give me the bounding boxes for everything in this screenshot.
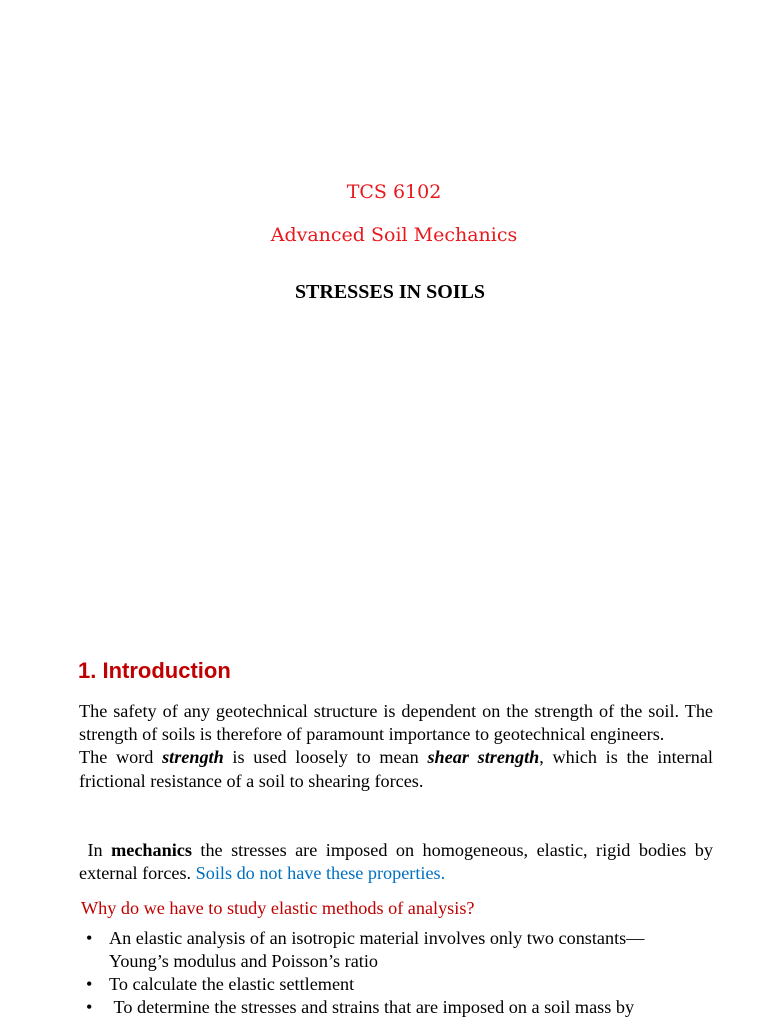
paragraph-text: The safety of any geotechnical structure is dependent on the strength of the soil. bbox=[79, 701, 680, 721]
list-item bbox=[86, 927, 686, 973]
emphasis-shear-strength: shear strength bbox=[427, 747, 540, 768]
course-code: TCS 6102 bbox=[346, 181, 442, 203]
bullet-icon: • bbox=[86, 974, 93, 994]
bullet-icon: • bbox=[86, 928, 93, 948]
intro-paragraph-2 bbox=[79, 839, 713, 885]
course-title: Advanced Soil Mechanics bbox=[270, 224, 518, 246]
list-item bbox=[86, 996, 686, 1019]
paragraph-text: In bbox=[79, 840, 112, 860]
list-item-text: To calculate the elastic settlement bbox=[109, 974, 355, 994]
bullet-list bbox=[86, 927, 686, 1019]
section-heading-introduction: 1. Introduction bbox=[78, 658, 231, 683]
list-item-text: To determine the stresses and strains that are imposed on a soil mass by bbox=[109, 997, 635, 1017]
intro-paragraph-1 bbox=[79, 700, 713, 793]
document-title: STRESSES IN SOILS bbox=[294, 281, 486, 303]
emphasis-strength: strength bbox=[162, 747, 224, 768]
bullet-icon: • bbox=[86, 997, 93, 1017]
emphasis-mechanics: mechanics bbox=[111, 840, 192, 860]
paragraph-text: the stresses are imposed on homogeneous, elastic, rigid bodies by external forces. bbox=[79, 840, 713, 884]
highlight-text: Soils do not have these properties. bbox=[195, 863, 446, 884]
paragraph-text: The strength of soils is therefore of paramount importance to geotechnical engineers. bbox=[79, 701, 713, 745]
paragraph-text: , which is the internal frictional resistance of a soil to shearing forces. bbox=[79, 747, 713, 791]
question-line: Why do we have to study elastic methods of analysis? bbox=[81, 898, 475, 918]
paragraph-text: is used loosely to mean bbox=[223, 747, 428, 768]
paragraph-text: The word bbox=[79, 747, 163, 768]
list-item-text: An elastic analysis of an isotropic material involves only two constants—Young’s modulus and Poisson’s ratio bbox=[109, 928, 645, 971]
list-item bbox=[86, 973, 686, 996]
